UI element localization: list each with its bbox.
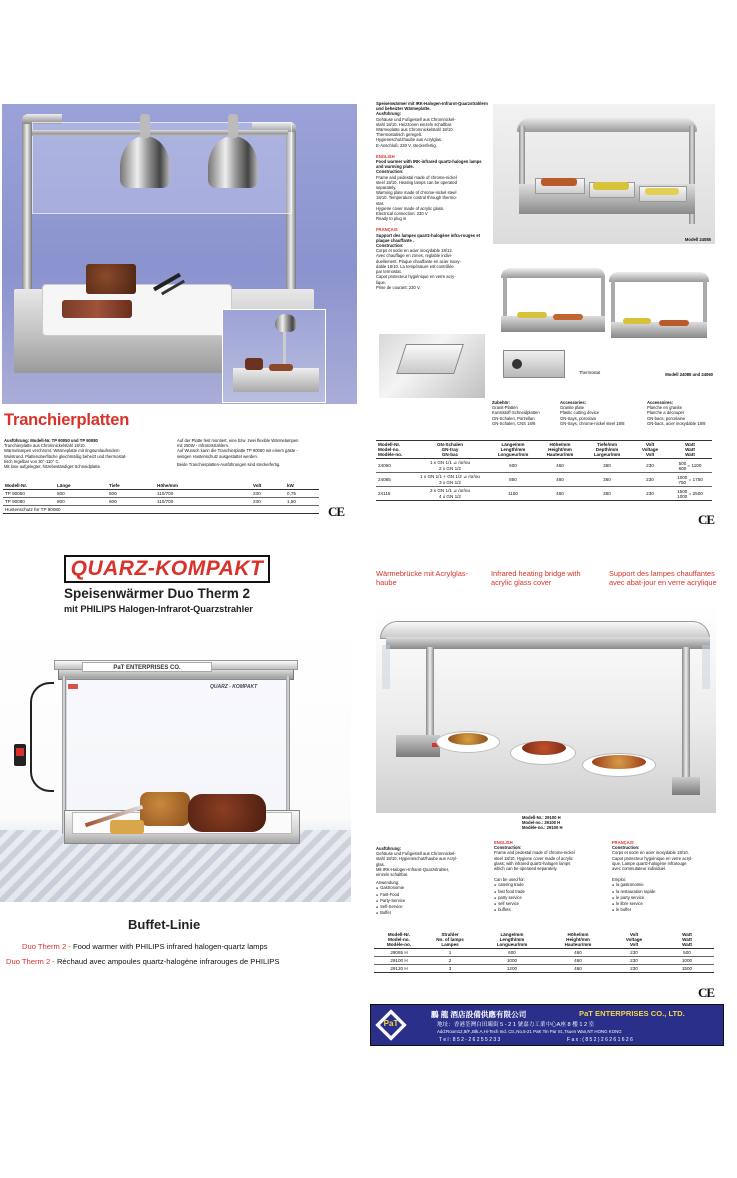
en-subtitle: Construction: — [494, 845, 522, 851]
bridge-spec-table — [374, 931, 714, 973]
quarz-en-line — [22, 942, 268, 951]
table-cell: 1,50 — [285, 498, 319, 506]
table-cell: 1000 — [476, 957, 548, 965]
fr-line: duellement. Plaque chauffante en acier inoxy- — [376, 258, 461, 264]
en-line: Hygiene cover made of acrylic glass. — [376, 205, 445, 211]
desc-line: Beide Tranchierplatten-Ausführungen sind steckerfertig. — [177, 461, 281, 467]
desc-line: mit 250W - Infrarotstrahlern. — [177, 443, 230, 449]
accessories-title: Zubehör: — [492, 400, 511, 405]
en-line: separately. — [376, 185, 397, 191]
fr-line: Avec chauffage en zones, reglable indivi- — [376, 253, 453, 259]
table-cell: 3 — [424, 965, 476, 973]
table-cell: 230 — [608, 965, 660, 973]
tranchier-desc-col1 — [4, 438, 172, 469]
table-header: Höhe/mm Height/mm Hauteur/mm — [548, 931, 608, 949]
use-item: ● la gastronomie — [612, 882, 726, 888]
table-header: Modell-Nr. Model-no. Modèle-no. — [376, 441, 412, 459]
accessory-item: GN-trays, chrome-nickel steel 18/8 — [560, 420, 625, 426]
use-item: ● fast food trade — [494, 889, 606, 895]
table-header: Modell-Nr. Model-no. Modèle-no. — [374, 931, 424, 949]
tranchier-desc-col2 — [177, 438, 347, 467]
use-item: ● catering trade — [494, 882, 606, 888]
irk-text-column — [376, 101, 488, 290]
de-line: glas. — [376, 861, 385, 867]
de-subtitle: Ausführung: — [376, 846, 402, 851]
accessory-item: GN-Schalen, CNS 18/8 — [492, 420, 536, 426]
de-line: einzeln schaltbar. — [376, 872, 409, 878]
table-cell: 1500 — [660, 965, 714, 973]
table-cell: 460 — [548, 965, 608, 973]
fr-line: avec commutateur individuel. — [612, 866, 667, 872]
en-line: steel 18/10. Hygiene cover made of acrylic — [494, 855, 573, 861]
model-caption: Modell 24085 und 24060 — [665, 372, 713, 377]
desc-line: Auf Wunsch kann die Tranchierplatte TP 90080 mit einem gäste - — [177, 448, 298, 454]
use-item: ● Buffet — [376, 910, 488, 916]
model-line: Model-no.: 29100 H — [522, 820, 561, 826]
use-item: ● self service — [494, 901, 606, 907]
accessory-item: Granit-Platten — [492, 405, 518, 411]
de-line: Hygieneschutzhaube aus Acrylglas. — [376, 137, 443, 143]
accessory-item: Granite plate — [560, 405, 584, 411]
en-line: stat. — [376, 200, 384, 206]
fr-line: ique. Lampe quartz-halogène infrarouge — [612, 860, 687, 866]
irk-photo-24060 — [493, 252, 715, 382]
fr-title: Support des lampes quartz-halogène infra-rouges et plaque chauffante . — [376, 232, 481, 243]
use-item: ● la restauration rapide — [612, 889, 726, 895]
fr-subtitle: Construction: — [612, 845, 640, 851]
model-line: Modell-Nr.: 29100 H — [522, 815, 561, 820]
desc-line: Mit lose aufgelegter, hitzebeständiger Schneidplatte. — [4, 464, 102, 470]
accessory-item: Kunststoff-Schneidplatten — [492, 410, 540, 416]
accessories-en — [560, 400, 652, 426]
table-cell: 500 600 = 1100 — [678, 460, 702, 471]
de-line: Gehäuse und Fußgestell aus Chromnickel- — [376, 116, 456, 122]
table-cell: 1500 1000 = 2500 — [668, 487, 712, 501]
table-cell: 600 — [509, 463, 517, 468]
table-header: Höhe/mm Height/mm Hauteur/mm — [538, 441, 582, 459]
table-cell: 460 — [548, 957, 608, 965]
table-cell: 600 — [508, 950, 516, 955]
table-row — [376, 459, 712, 473]
buffet-title: Buffet-Linie — [128, 917, 201, 932]
table-cell: 230 — [630, 950, 638, 955]
use-item: ● Self-Service — [376, 904, 488, 910]
table-cell: 230 — [251, 498, 285, 506]
bridge-fr-column — [612, 840, 726, 913]
table-cell: 460 — [538, 473, 582, 487]
table-cell: 1150 — [488, 487, 538, 501]
bridge-caption-fr: Support des lampes chauffantes avec abat-jour en verre acrylique — [609, 569, 717, 587]
table-cell: 360 — [582, 473, 632, 487]
accessory-item: GN-trays, porcelain — [560, 415, 597, 421]
table-cell: 1000 — [660, 957, 714, 965]
table-cell: 230 — [253, 491, 261, 496]
table-header: Tiefe/mm Depth/mm Largeur/mm — [582, 441, 632, 459]
desc-line: Tranchierplatte aus Chromnickelstahl 18/10. — [4, 443, 86, 449]
use-item: ● Fast-Food — [376, 892, 488, 898]
table-cell: 24060 — [378, 463, 391, 468]
table-cell: 230 — [608, 957, 660, 965]
tranchier-spec-table — [3, 482, 319, 514]
de-line: Thermostatisch geregelt. — [376, 132, 423, 138]
table-header: GN-Schalen GN-tray GN-bac — [412, 441, 488, 459]
en-line: glass; with infrared quartz-halogen lamps — [494, 860, 571, 866]
table-header: Länge/mm Length/mm Longueur/mm — [476, 931, 548, 949]
table-header: Volt Voltage Volt — [608, 931, 660, 949]
table-row — [376, 473, 712, 487]
table-cell: 600 — [107, 498, 155, 506]
desc-line: Auf der Platte fest montiert, eine bzw. zwei flexible Wärmelampen — [177, 438, 299, 443]
table-header: Tiefe — [107, 482, 155, 490]
accessory-item: GN-Schalen, Porzellan — [492, 415, 535, 421]
table-row — [3, 490, 319, 498]
table-header-row — [376, 441, 712, 459]
en-line: Electrical connection: 230 V — [376, 211, 428, 217]
french-heading: FRANÇAIS — [376, 227, 398, 233]
accessory-item: Planche en granite — [647, 405, 682, 411]
en-line: Frame and pedestal made of chrome-nickel — [376, 174, 457, 180]
de-line: stahl 18/10, Hygieneschutzhaube aus Acryl- — [376, 856, 458, 862]
de-line: Wärmeplatte aus Chromnickelstahl 18/10 — [376, 127, 453, 133]
table-cell: 0,75 — [287, 491, 296, 496]
fr-line: dable 18/10. La température est contrôlée — [376, 263, 454, 269]
fr-line: Corps et socle en acier inoxydable 18/10. — [612, 850, 689, 856]
table-cell: 850 — [488, 473, 538, 487]
company-name-cn: 鵬 龍 酒店設備供應有限公司 — [431, 1010, 527, 1019]
table-cell: 29100 H — [374, 957, 424, 965]
en-line: 18/10. Temperature control through thermo- — [376, 195, 457, 201]
accessory-item: GN-bacs, acier inoxydable 18/8 — [647, 420, 706, 426]
quarz-fr-line — [6, 957, 279, 966]
product-desc: Réchaud avec ampoules quartz-halogène infrarouges de PHILIPS — [56, 957, 280, 966]
table-cell: 110/700 — [157, 491, 174, 496]
table-cell: TP 90080 — [3, 498, 55, 506]
table-cell: 29065 H — [390, 950, 408, 955]
table-header: Volt — [251, 482, 285, 490]
pat-logo: PaT — [375, 1009, 407, 1041]
table-row — [374, 965, 714, 973]
phone: T e l : 8 5 2 - 2 6 2 5 5 2 3 3 — [439, 1037, 501, 1043]
table-header: Länge/mm Length/mm Longueur/mm — [488, 441, 538, 459]
address-en: Add:Room12,8/F.,Blk.A,Hi-Tech Ind. Ctr.,No.5-21 PaK Tin Par St.,Tsuen Wan,NT HONG KONG — [437, 1029, 622, 1034]
table-cell: 110/700 — [155, 498, 251, 506]
table-cell: 2 x GN 1/1 ⊿ /or/ou 4 x GN 1/2 — [412, 487, 488, 501]
de-line: Mit IRK-Halogen-Infrarot-Quarzstrahler, — [376, 866, 450, 872]
de-title: Speisenwärmer mit IRK-Halogen-Infrarot-Quarzstrahlern und beheizter Wärmeplatte. — [376, 101, 488, 112]
fr-line: Capot protecteur hygiénique en verre acry- — [376, 274, 456, 280]
en-line: steel 18/10. Heating lamps can be operated — [376, 179, 458, 185]
table-cell: 2 — [424, 957, 476, 965]
fr-line: lique. — [376, 279, 387, 285]
irk-spec-table — [376, 440, 712, 501]
product-name: Duo Therm 2 - — [6, 957, 55, 966]
table-cell: 460 — [556, 463, 564, 468]
ce-mark: CE — [698, 512, 715, 527]
en-line: Warming plate made of chrome-nickel steel — [376, 190, 457, 196]
table-cell: 230 — [646, 463, 654, 468]
en-line: Frame and pedestal made of chrome-nickel — [494, 850, 575, 856]
device-label: QUARZ - KOMPAKT — [210, 684, 258, 690]
en-line: Ready to plug in — [376, 216, 407, 222]
desc-line: Ausführung: Modell-Nr. TP 90050 und TP 90080 — [4, 438, 98, 443]
fr-line: Corps et socle en acier inoxydable 18/12. — [376, 248, 453, 254]
accessories-title: Accessories: — [560, 400, 587, 405]
table-cell: 500 — [57, 491, 65, 496]
ce-mark: CE — [698, 985, 715, 1000]
accessories-fr — [647, 400, 733, 426]
table-header: Volt Voltage Volt — [632, 441, 668, 459]
english-heading: ENGLISH — [494, 840, 513, 845]
accessory-item: GN-bacs, porcelaine — [647, 415, 686, 421]
table-footer: Hustenschutz für TP 90080 — [3, 506, 319, 514]
company-banner — [370, 1004, 724, 1046]
desc-line: Wärmelampen verchromt. Wärmeplatte mit ringsumlaufendem — [4, 448, 120, 454]
use-title: Emploi: — [612, 877, 626, 883]
table-header: Watt Watt Watt — [668, 441, 712, 459]
table-row — [3, 506, 319, 514]
accessory-item: Planche a découper — [647, 410, 685, 416]
bridge-en-column — [494, 840, 606, 913]
fr-line: Capot protecteur hygiénique en verre acryl- — [612, 855, 693, 861]
product-desc: Food warmer with PHILIPS infrared halogen-quartz lamps — [72, 942, 268, 951]
de-line: Gehäuse und Fußgestell aus Chromnickel- — [376, 851, 456, 857]
table-cell: 500 — [109, 491, 117, 496]
en-line: which can be operated separately. — [494, 866, 558, 872]
quarz-subtitle: mit PHILIPS Halogen-Infrarot-Quarzstrahler — [64, 604, 253, 614]
table-cell: 230 — [632, 487, 668, 501]
table-header: Modell-Nr. — [3, 482, 55, 490]
table-row — [374, 949, 714, 957]
quarz-logo: QUARZ-KOMPAKT — [64, 555, 270, 583]
use-title: Can be used for: — [494, 877, 525, 883]
table-cell: 24085 — [376, 473, 412, 487]
ce-mark: CE — [328, 504, 345, 519]
english-heading: ENGLISH — [376, 153, 395, 159]
quarz-title: Speisenwärmer Duo Therm 2 — [64, 586, 251, 601]
bridge-caption-en: Infrared heating bridge with acrylic glass cover — [491, 569, 581, 587]
use-item: ● le buffet — [612, 907, 726, 913]
table-cell: 1 — [448, 950, 452, 955]
table-row — [374, 957, 714, 965]
bridge-de-column — [376, 846, 488, 916]
fr-line: par termostat. — [376, 269, 402, 275]
tranchier-title: Tranchierplatten — [4, 411, 130, 429]
product-name: Duo Therm 2 - — [22, 942, 71, 951]
table-cell: 230 — [632, 473, 668, 487]
use-item: ● Party-Service — [376, 898, 488, 904]
model-caption: Modell 24085 — [684, 236, 711, 242]
model-line: Modèle-no.: 29100 H — [522, 825, 563, 831]
quarz-photo — [0, 622, 351, 902]
table-header: kW — [285, 482, 319, 490]
table-cell: 1 x GN 1/1 + GN 1/2 ⊿ /or/ou 3 x GN 1/2 — [412, 473, 488, 487]
tranchier-photo — [2, 104, 357, 404]
sign-plate: PaT ENTERPRISES CO. — [82, 662, 212, 672]
table-row — [376, 487, 712, 501]
use-item: ● party service — [494, 895, 606, 901]
accessory-tray-photo — [379, 334, 485, 398]
address-cn: 地址：香港荃灣白田壩街 5 - 2 1 號嘉力工業中心A座 8 樓 1 2 室 — [437, 1022, 595, 1028]
fr-subtitle: Construction: — [376, 243, 404, 249]
use-item: ● buffets — [494, 907, 606, 913]
table-cell: 460 — [574, 950, 582, 955]
table-cell: 500 — [683, 950, 691, 955]
company-name-en: PaT ENTERPRISES CO., LTD. — [579, 1009, 685, 1018]
table-header-row — [374, 931, 714, 949]
table-cell: 360 — [582, 487, 632, 501]
table-cell: 1 x GN 1/1 ⊿ /or/ou 2 x GN 1/2 — [429, 460, 471, 471]
table-header-row — [3, 482, 319, 490]
de-line: E-Anschluß: 230 V, steckerfertig. — [376, 142, 437, 148]
table-cell: 800 — [55, 498, 107, 506]
desc-line: seitigen Hustenschutz ausgestattet werden. — [177, 453, 259, 459]
table-cell: 24115 — [376, 487, 412, 501]
table-cell: 1200 — [476, 965, 548, 973]
table-cell: 360 — [603, 463, 611, 468]
table-cell: 460 — [538, 487, 582, 501]
table-row — [3, 498, 319, 506]
accessories-title: Accessoires: — [647, 400, 674, 405]
desc-line: tisch regelbar von 30°-110° C. — [4, 458, 60, 464]
de-line: stahl 18/10. Heizzonen einzeln schaltbar. — [376, 121, 453, 127]
fax: F a x : ( 8 5 2 ) 2 6 2 6 1 6 2 6 — [567, 1037, 633, 1043]
en-title: Food warmer with IRK-infrared quartz-halogen lamps and warming plate. — [376, 159, 482, 170]
use-item: ● le party service — [612, 895, 726, 901]
french-heading: FRANÇAIS — [612, 840, 634, 845]
accessory-item: Plastic cutting device — [560, 410, 600, 416]
de-subtitle: Ausführung: — [376, 111, 402, 117]
table-header: Strahler No. of lamps Lampes — [424, 931, 476, 949]
en-subtitle: Construction: — [376, 169, 404, 175]
table-header: Höhe/mm — [155, 482, 251, 490]
table-header: Watt Watt Watt — [660, 931, 714, 949]
table-header: Länge — [55, 482, 107, 490]
desc-line: Wulstrand. Plattenoberfläche gleichmäßig beheizt und thermostat- — [4, 453, 127, 459]
bridge-model-list — [522, 815, 563, 831]
bridge-caption-de: Wärmebrücke mit Acrylglas-haube — [376, 569, 468, 587]
bridge-photo — [376, 607, 716, 813]
use-item: ● Gastronomie — [376, 885, 488, 891]
fr-line: Prise de courant: 230 V. — [376, 284, 421, 290]
table-cell: 29120 H — [374, 965, 424, 973]
thermostat-label: Thermostat — [579, 370, 601, 375]
table-cell: TP 90050 — [5, 491, 25, 496]
use-item: ● le libre service — [612, 901, 726, 907]
table-cell: 1000 750 = 1750 — [668, 473, 712, 487]
use-title: Anwendung: — [376, 880, 400, 886]
irk-photo-24085 — [493, 104, 715, 244]
